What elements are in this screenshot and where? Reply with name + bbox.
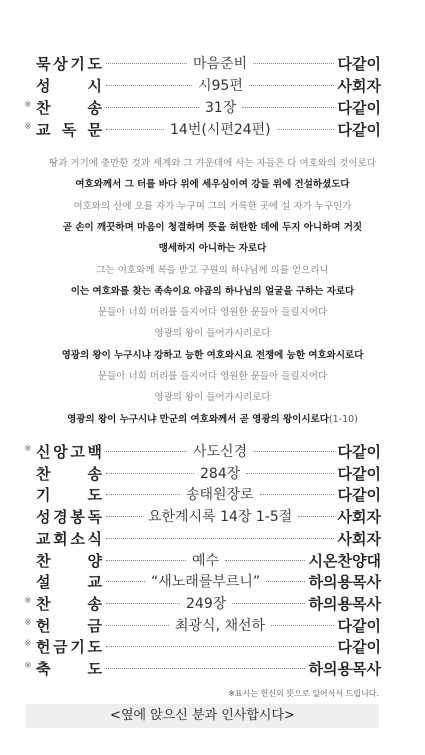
item-label: 찬 송	[36, 594, 102, 613]
dotted-leader	[106, 85, 192, 86]
bottom-row	[0, 440, 425, 462]
responsive-reading-line	[0, 283, 425, 297]
dotted-leader	[106, 451, 187, 452]
dotted-leader	[106, 473, 194, 474]
dotted-leader	[106, 560, 186, 561]
item-detail: 14번(시편24편)	[170, 122, 271, 138]
bottom-row	[0, 527, 425, 549]
item-leader: 하의용목사	[308, 573, 381, 592]
responsive-reading-line	[0, 347, 425, 361]
verse-text: 곧 손이 깨끗하며 마음이 청결하며 뜻을 허탄한 데에 두지 아니하며 거짓	[62, 221, 363, 233]
top-row	[0, 118, 425, 140]
standing-mark: ※	[24, 100, 32, 110]
verse-reference: (1-10)	[328, 413, 358, 425]
dotted-leader	[253, 451, 334, 452]
bottom-row	[0, 483, 425, 505]
greeting-banner: <옆에 앉으신 분과 인사합시다>	[26, 704, 379, 728]
verse-text: 영광의 왕이 들어가시리로다	[154, 328, 271, 340]
standing-mark: ※	[24, 122, 32, 132]
item-detail: 249장	[186, 595, 227, 612]
item-detail: “새노래를부르니”	[151, 574, 261, 591]
dotted-leader	[106, 107, 199, 108]
top-row	[0, 74, 425, 96]
item-detail: 요한계시록 14장 1-5절	[148, 509, 293, 526]
standing-mark: ※	[24, 595, 32, 606]
bottom-row	[0, 570, 425, 592]
responsive-reading-line	[0, 176, 425, 190]
bottom-row	[0, 462, 425, 484]
item-detail: 예수	[192, 552, 220, 569]
standing-mark: ※	[24, 617, 32, 628]
top-row	[0, 52, 425, 74]
item-label: 축 도	[36, 660, 102, 678]
standing-mark: ※	[24, 444, 32, 454]
item-label: 헌 금	[36, 616, 102, 635]
verse-text: 영광의 왕이 들어가시리로다	[154, 392, 271, 404]
standing-mark: ※	[24, 639, 32, 650]
dotted-leader	[253, 63, 334, 64]
item-label: 성 시	[36, 77, 102, 95]
item-label: 헌 금 기 도	[36, 638, 102, 657]
bottom-row	[0, 592, 425, 614]
verse-text: 이는 여호와를 찾는 족속이요 야곱의 하나님의 얼굴을 구하는 자로다	[70, 285, 355, 297]
item-label: 설 교	[36, 573, 102, 592]
item-detail: 31장	[205, 100, 237, 116]
item-label: 찬 송	[36, 464, 102, 483]
dotted-leader	[106, 668, 305, 669]
responsive-reading-line	[0, 304, 425, 318]
item-leader: 하의용목사	[308, 594, 381, 613]
responsive-reading-line	[0, 368, 425, 382]
dotted-leader	[298, 516, 334, 517]
responsive-reading-line	[0, 155, 425, 169]
dotted-leader	[271, 625, 334, 626]
responsive-reading-line	[0, 411, 425, 425]
item-leader: 다같이	[337, 464, 381, 483]
verse-text: 그는 여호와께 복을 받고 구원의 하나님께 의를 얻으리니	[96, 264, 329, 276]
verse-text: 문들아 너희 머리를 들지어다 영원한 문들아 들릴지어다	[97, 307, 328, 319]
item-leader: 다같이	[337, 121, 381, 139]
verse-text: 영광의 왕이 누구시냐 강하고 능한 여호와시요 전쟁에 능한 여호와시로다	[61, 349, 364, 361]
responsive-reading-line	[0, 389, 425, 403]
item-label: 교 회 소 식	[36, 529, 102, 548]
responsive-reading-line	[0, 325, 425, 339]
item-leader: 사회자	[337, 77, 381, 95]
dotted-leader	[106, 625, 169, 626]
responsive-reading-line	[0, 240, 425, 254]
bottom-row	[0, 657, 425, 679]
dotted-leader	[277, 129, 334, 130]
dotted-leader	[266, 581, 305, 582]
standing-note: ※표시는 헌신의 뜻으로 일어서서 드립니다.	[228, 689, 379, 698]
dotted-leader	[249, 85, 334, 86]
item-label: 찬 송	[36, 99, 102, 117]
dotted-leader	[106, 516, 142, 517]
dotted-leader	[106, 646, 334, 647]
top-row	[0, 96, 425, 118]
item-leader: 사회자	[337, 529, 381, 548]
dotted-leader	[260, 494, 334, 495]
item-leader: 다같이	[337, 55, 381, 73]
verse-text: 영광의 왕이 누구시냐 만군의 여호와께서 곧 영광의 왕이시로다	[67, 413, 329, 425]
item-detail: 사도신경	[193, 444, 248, 460]
dotted-leader	[106, 494, 180, 495]
item-label: 기 도	[36, 486, 102, 505]
dotted-leader	[246, 473, 334, 474]
dotted-leader	[106, 63, 187, 64]
standing-mark: ※	[24, 661, 32, 671]
item-leader: 다같이	[337, 443, 381, 461]
responsive-reading-line	[0, 219, 425, 233]
verse-text: 여호와의 산에 오를 자가 누구며 그의 거룩한 곳에 설 자가 누구인가	[73, 200, 352, 212]
dotted-leader	[232, 603, 305, 604]
item-detail: 284장	[200, 465, 241, 482]
item-leader: 다같이	[337, 486, 381, 505]
responsive-reading-line	[0, 198, 425, 212]
item-label: 묵 상 기 도	[36, 55, 102, 73]
item-detail: 마음준비	[193, 56, 248, 72]
bottom-row	[0, 614, 425, 636]
item-label: 성 경 봉 독	[36, 508, 102, 527]
item-leader: 다같이	[337, 99, 381, 117]
dotted-leader	[242, 107, 334, 108]
dotted-leader	[106, 603, 180, 604]
dotted-leader	[106, 581, 145, 582]
item-label: 신 앙 고 백	[36, 443, 102, 461]
dotted-leader	[106, 129, 164, 130]
dotted-leader	[225, 560, 305, 561]
responsive-reading-line	[0, 262, 425, 276]
item-leader: 시온찬양대	[308, 551, 381, 570]
verse-text: 여호와께서 그 터를 바다 위에 세우심이여 강들 위에 건설하셨도다	[75, 179, 350, 191]
item-leader: 다같이	[337, 616, 381, 635]
item-leader: 다같이	[337, 638, 381, 657]
item-detail: 최광식, 채선하	[175, 617, 266, 634]
bottom-row	[0, 635, 425, 657]
item-leader: 하의용목사	[308, 660, 381, 678]
item-detail: 송태원장로	[186, 487, 254, 504]
verse-text: 땅과 거기에 충만한 것과 세계와 그 가운데에 사는 자들은 다 여호와의 것이로다	[49, 158, 376, 169]
bottom-row	[0, 549, 425, 571]
item-leader: 사회자	[337, 508, 381, 527]
dotted-leader	[106, 538, 334, 539]
item-detail: 시95편	[198, 78, 243, 94]
bottom-row	[0, 505, 425, 527]
item-label: 교 독 문	[36, 121, 102, 139]
verse-text: 맹세하지 아니하는 자로다	[158, 243, 267, 255]
verse-text: 문들아 너희 머리를 들지어다 영원한 문들아 들릴지어다	[97, 371, 328, 382]
item-label: 찬 양	[36, 551, 102, 570]
